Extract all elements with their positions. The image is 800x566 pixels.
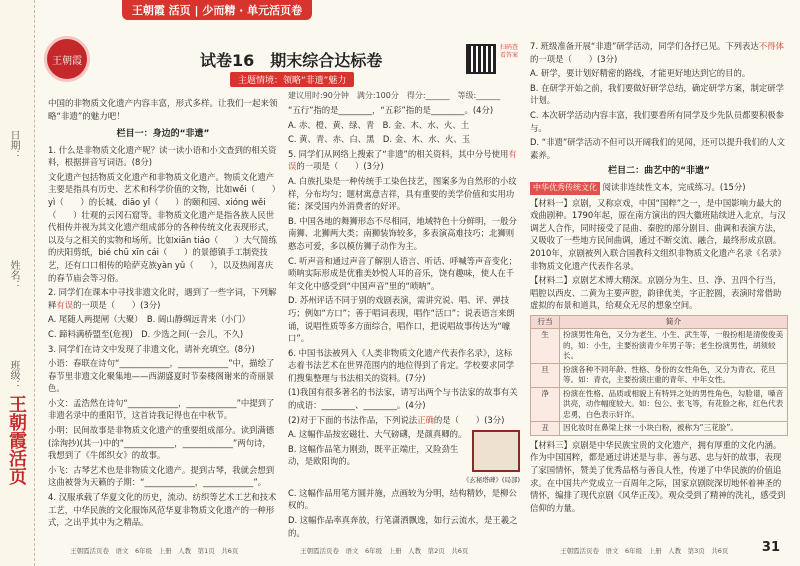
table-header: 简介 [560,315,788,329]
qr-caption: 扫码查看答案 [500,44,519,59]
table-cell: 旦 [531,363,560,387]
question-2-option[interactable]: C. 蹄料满桥盟至(危视) D. 少选之间(一会儿，不久) [48,328,244,339]
page-title: 试卷16 期末综合达标卷 [200,51,383,70]
question-6-option[interactable]: B. 这幅作品笔力刚劲，既平正端庄，又险劲生动，是欧阳询的。 [288,443,459,467]
question-3-line: 小飞：古琴艺术也是非物质文化遗产。提到古琴，我就会想到这曲被誉为天籁的子期：“____________，____________”。 [48,464,275,488]
question-3: 3. 同学们在诗文中发现了非遗文化，请补充填空。(8分) [48,343,255,354]
qr-code-icon[interactable] [466,44,496,74]
column-3 [530,40,788,516]
topic-tag: 中华优秀传统文化 [530,182,600,195]
question-1: 1. 什么是非物质文化遗产呢？读一读小语和小文查到的相关资料，根据拼音写词语。(8分) [48,144,277,168]
name-label: 姓名： [8,260,19,290]
question-4-option[interactable]: A. 赤、橙、黄、绿、青 B. 金、木、水、火、土 [288,119,470,130]
question-3-line: 小语：春联在诗句“____________，____________”中，描绘了春节里非遗文化聚集地——西湖盛夏时节秦楼阁谢来的奇丽景色。 [48,358,275,394]
question-4: 4. 汉服承载了华夏文化的历史，流动、纺织等艺术工艺和技术工艺，中华民族的文化服饰风范华夏非物质文化遗产的一种形式，之出乎其中为之精品。 [48,492,277,528]
section-heading-1: 栏目一：身边的“非遗” [116,129,210,139]
calligraphy-caption: 《玄秘塔碑》(局部) [462,476,520,485]
material-3: 【材料三】京剧是中华民族宝贵的文化遗产，拥有厚重的文化内涵。作为中国国粹，都是通过讲述是与非、善与恶、忠与奸的故事，表现了家国情怀，赞美了优秀品格与善良人性，传递了中华民族的价值追求。在中国共产党成立一百周年之际，国家京剧院深切地怀着神圣的情怀，编排了现代京剧《风华正茂》。观众受到了精神的洗礼，感受到信仰的力量。 [530,439,786,513]
theme-tag: 主题情境：领略“非遗”魅力 [230,72,354,87]
table-cell: 净 [531,387,560,422]
table-row [531,422,788,436]
binding-margin [0,0,35,566]
table-row [531,363,788,387]
highlight-keyword: 正确 [417,414,434,425]
question-2-option[interactable]: A. 尾随人两提闸（大聚） B. 阔山静绸远青来（小门） [48,314,251,325]
question-7-option[interactable]: B. 在研学开始之前，我们要做好研学总结，确定研学方案，制定研学计划。 [530,82,784,106]
question-3-line: 小明：民间故事是非物质文化遗产的重要组成部分。读到满德(涂洵抄)(其一)中的“____________，____________”两句诗，我想到了《牛郎织女》的故事。 [48,425,275,461]
question-6: 6. 中国书法被列入《人类非物质文化遗产代表作名录》，这标志着书法艺术在世界范围内的地位得到了肯定。学校要求同学们搜集整理与书法相关的资料。(7分) [288,347,515,383]
column-2 [288,104,520,541]
question-6-option[interactable]: C. 这幅作品用笔方圆并施，点画较为分明，结构精妙，是柳公权的。 [288,487,517,511]
date-label: 日期： [8,130,19,160]
footer-page-1: 王朝霞活页卷 语文 6年级 上册 人教 第1页 共6页 [70,547,239,555]
logo: 王朝霞 [44,36,90,82]
intro-text: 中国的非物质文化遗产内容丰富，形式多样。让我们一起来领略“非遗”的魅力吧！ [48,99,278,122]
highlight-keyword: 有误 [288,148,517,172]
section-heading-2: 栏目二：曲艺中的“非遗” [608,166,710,177]
calligraphy-image [472,430,520,472]
table-header: 行当 [531,315,560,329]
brand-vertical: 王朝霞活页 [6,395,27,485]
table-cell: 扮演在性格、品质或相貌上有特异之处的男性角色，勾脸谱，嗓音洪亮，动作幅度较大。如：包公、张飞等，有花脸之称，红色代表忠勇，白色表示奸诈。 [560,387,788,422]
highlight-keyword: 有误 [56,299,74,310]
question-5-option[interactable]: B. 中国各地的舞狮形态不尽相同，地域特色十分鲜明，一般分南狮、北狮两大类；南狮装饰较多，多表演高难技巧；北狮则憨态可爱，多以模仿狮子动作为主。 [288,215,517,251]
question-4-option[interactable]: C. 黄、青、赤、白、黑 D. 金、木、水、火、玉 [288,134,471,145]
question-6-2: (2)对于下面的书法作品，下列说法正确的是（ ）(3分) [288,414,505,425]
table-header-row [531,315,788,329]
table-cell: 丑 [531,422,560,436]
question-5-option[interactable]: A. 白族扎染是一种传统手工染色技艺，图案多为自然形的小纹样，分布均匀；题材寓意吉祥，具有重要的美学价值和实用功能；深受国内外消费者的好评。 [288,175,517,212]
question-7-option[interactable]: D. “非遗”研学活动不但可以开阔我们的见闻，还可以提升我们的人文素养。 [530,137,785,160]
series-banner: 王朝霞 活页 | 少而精 · 单元活页卷 [122,0,312,20]
column-1 [48,124,278,531]
material-1: 【材料一】京剧，又称京戏，中国“国粹”之一，是中国影响力最大的戏曲剧种。1790年起，原在南方演出的四大徽班陆续进入北京，与汉调艺人合作，同时接受了昆曲、秦腔的部分剧目、曲调和表演方法，又吸收了一些地方民间曲调，通过不断交流、融合，最终形成京剧。2010年，京剧被列入联合国教科文组织非物质文化遗产名录《名录》非物质文化遗产代表作名录。 [530,197,786,271]
question-5-option[interactable]: C. 听声音和通过声音了解别人语言、听话、呼喊等声音变化；唢呐实际形成是优雅美妙悦人耳的音乐，饶有趣味，使人在千年文化中感受到“中国声音”里的“唢呐”。 [288,255,517,291]
class-label: 班级： [8,360,19,390]
score-line: 建议用时:90分钟 满分:100分 得分:______ 等级:______ [288,91,501,100]
question-5: 5. 同学们从网络上搜索了“非遗”的相关资料，其中分号使用有误的一项是（ ）(3分) [288,148,517,172]
question-8: 阅读非连续性文本，完成练习。(15分) [602,181,746,192]
question-7-option[interactable]: A. 研学，要计划好精密的路线，才能更好地达到它的目的。 [530,68,751,79]
page-number: 31 [761,540,780,555]
material-2: 【材料二】京剧艺术博大精深。京剧分为生、旦、净、丑四个行当，唱腔以西皮、二黄为主要声腔，韵律优美，字正腔圆，表演时常借助虚拟的布景和道具，给观众无尽的想象空间。 [530,275,782,311]
question-7: 7. 班级准备开展“非遗”研学活动，同学们各抒已见。下列表达不得体的一项是（ ）(3分) [530,41,784,64]
question-3-line: 小文：孟浩然在诗句“____________，____________”中提到了非遗名录中的重阳节，这首诗我记得也在中秋节。 [48,397,275,421]
question-6-option[interactable]: A. 这幅作品按宏磁壮、大气磅礴，是颜真卿的。 [288,429,467,440]
table-cell: 生 [531,329,560,364]
table-row [531,387,788,422]
table-row [531,329,788,364]
footer-page-2: 王朝霞活页卷 语文 6年级 上册 人教 第2页 共6页 [300,547,469,555]
footer-page-3: 王朝霞活页卷 语文 6年级 上册 人教 第3页 共6页 [560,547,729,555]
table-cell: 因化妆时在鼻梁上抹一小块白粉，被称为“三花脸”。 [560,422,788,436]
opera-roles-table [530,315,788,436]
table-cell: 扮演男性角色，又分为老生、小生、武生等，一般扮相是清俊俊美的，如：小生，主要扮演青少年男子等；老生扮演男性，胡须较长。 [560,329,788,364]
table-cell: 扮演各种不同年龄、性格、身份的女性角色，又分为青衣、花旦等。如：青衣，主要扮演庄重的青年、中年女性。 [560,363,788,387]
question-2: 2. 同学们在课本中寻找非遗文化时，遇到了一些字词，下列解释有误的一项是（ ）(3分) [48,287,277,310]
question-1-text: 文化遗产包括物质文化遗产和非物质文化遗产。物质文化遗产主要是指具有历史、艺术和科学价值的文物，比如wěi（ ）yì（ ）的长城、diāo yǐ（ ）的颐和园、xióng wěi（ ）壮观的云冈石窟等。非物质文化遗产是指各族人民世代相传并视为其文化遗产组成部分的各种传统文化表现形式，以及与之相关的实物和场所。比如xiān tiáo（ ）大气简练的庆阳剪纸，bié chū xīn cái（ ）的景德镇手工制瓷技艺，还有口口相传的哈萨克族yàn yǔ（ ），以及热闹喜庆的春节庙会等习俗。 [48,171,277,283]
question-6-1: (1)我国有很多著名的书法家，请写出两个与书法家的故事有关的成语：________、________。(4分) [288,387,518,411]
question-7-option[interactable]: C. 本次研学活动内容丰富，我们要看所有同学及少先队员都要积极参与。 [530,109,785,133]
highlight-keyword: 不得体 [758,41,784,51]
question-5-option[interactable]: D. 苏州评话不同于别的戏剧表演，需讲究说、唱、评、弹技巧；例如“方口”；善于唱词表现，唱作“活口”；说表语言来朗诵，说唱性质等多方面综合，唱作口，把说唱故事传达为“噱口”。 [288,295,515,344]
question-6-option[interactable]: D. 这幅作品率真奔放，行笔潇洒飘逸，如行云流水，是王羲之的。 [288,515,518,538]
question-4-cont: “五行”指的是________，“五彩”指的是________。(4分) [288,105,494,115]
